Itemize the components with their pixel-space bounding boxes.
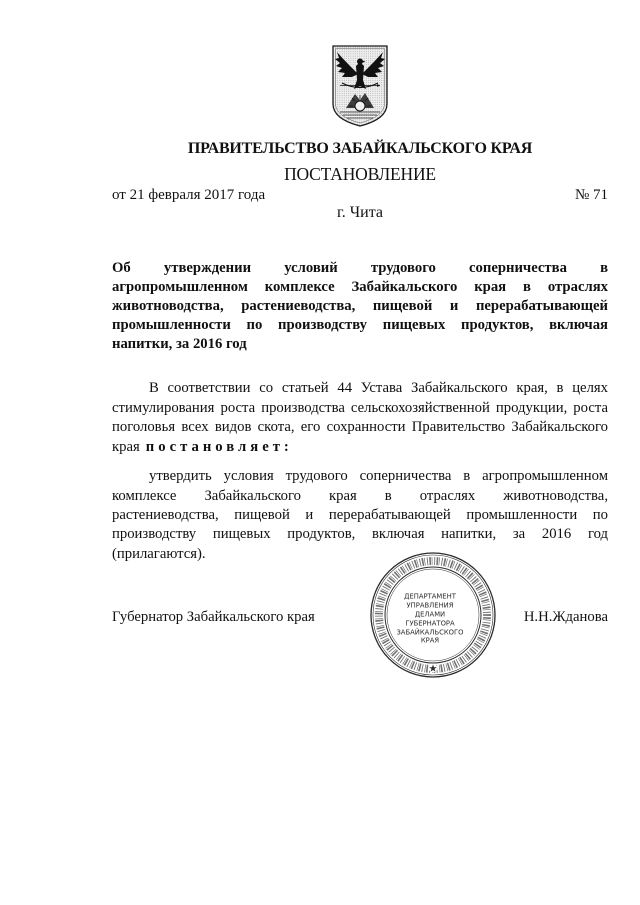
- coat-of-arms-icon: [330, 44, 390, 128]
- stamp-text-line: УПРАВЛЕНИЯ: [406, 601, 454, 610]
- document-subject: [112, 259, 608, 354]
- paragraph-line: В соответствии со статьей 44 Устава Забайкальского края, в целях: [149, 380, 608, 397]
- paragraph-resolution: [112, 467, 608, 563]
- subject-line: напитки, за 2016 год: [112, 335, 247, 352]
- date-number-row: [112, 186, 608, 204]
- document-number: № 71: [574, 187, 608, 203]
- paragraph-line: поголовья всех видов скота, его сохранности Правительство Забайкальского: [112, 419, 608, 436]
- signature-row: [112, 608, 608, 626]
- organization-title: ПРАВИТЕЛЬСТВО ЗАБАЙКАЛЬСКОГО КРАЯ: [187, 140, 533, 157]
- stamp-text-line: ГУБЕРНАТОРА: [405, 619, 455, 628]
- stamp-text-line: ЗАБАЙКАЛЬСКОГО: [396, 628, 464, 637]
- paragraph-line: утвердить условия трудового соперничества в агропромышленном: [149, 468, 608, 485]
- subject-line: агропромышленном комплексе Забайкальского края в отраслях: [112, 278, 608, 295]
- document-type: ПОСТАНОВЛЕНИЕ: [284, 164, 436, 184]
- paragraph-line: производству пищевых продуктов, включая напитки, за 2016 год: [112, 526, 608, 543]
- paragraph-line: комплексе Забайкальского края в отраслях животноводства,: [112, 487, 608, 504]
- stamp-text-line: КРАЯ: [420, 636, 440, 645]
- subject-line: Об утверждении условий трудового соперничества в: [112, 259, 608, 276]
- paragraph-line: растениеводства, пищевой и перерабатывающей промышленности по: [112, 506, 608, 523]
- stamp-text-line: ДЕЛАМИ: [414, 610, 446, 619]
- paragraph-preamble: [112, 379, 608, 457]
- subject-line: промышленности по производству пищевых продуктов, включая: [112, 316, 608, 333]
- document-city: г. Чита: [336, 204, 383, 221]
- signatory-name: Н.Н.Жданова: [523, 609, 608, 625]
- paragraph-text: края: [112, 438, 140, 455]
- subject-line: животноводства, растениеводства, пищевой и перерабатывающей: [112, 297, 608, 314]
- document-date: от 21 февраля 2017 года: [112, 187, 266, 203]
- paragraph-line: [112, 438, 608, 458]
- signatory-position: Губернатор Забайкальского края: [112, 609, 315, 625]
- paragraph-line: стимулирования роста производства сельскохозяйственной продукции, роста: [112, 399, 608, 416]
- decree-keyword: постановляет:: [145, 438, 293, 455]
- stamp-text-line: ДЕПАРТАМЕНТ: [404, 592, 456, 601]
- paragraph-line: (прилагаются).: [112, 545, 206, 562]
